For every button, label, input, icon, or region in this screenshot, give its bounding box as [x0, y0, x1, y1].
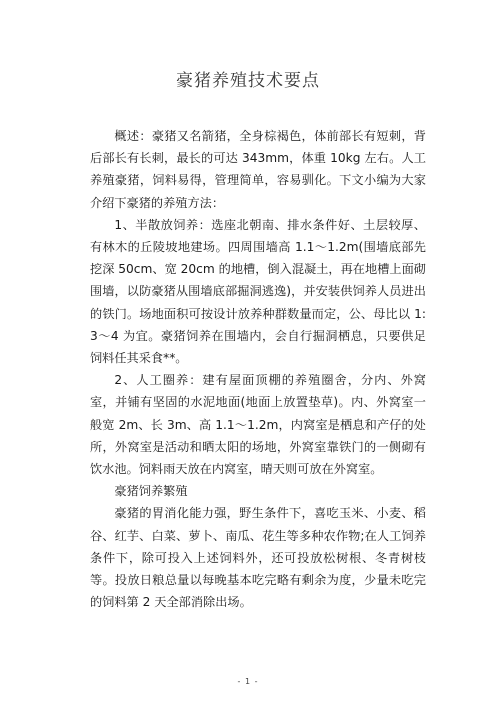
- paragraph-semi-free-range: 1、半散放饲养：选座北朝南、排水条件好、土层较厚、有林木的丘陵坡地建场。四周围墙高 1.1～1.2m(围墙底部先挖深 50cm、宽 20cm 的地槽，倒入混凝土，再在地槽上面砌围墙，以防豪猪从围墙底部掘洞逃逸)，并安装供饲养人员进出的铁门。场地面积可按设计放养种群数量而定，公、母比以 1:3～4 为宜。豪猪饲养在围墙内，会自行掘洞栖息，只要供足饲料任其采食**。: [90, 217, 426, 366]
- document-body: [90, 125, 426, 613]
- paragraph-feeding: 豪猪的胃消化能力强，野生条件下，喜吃玉米、小麦、稻谷、红芋、白菜、萝卜、南瓜、花生等多种农作物;在人工饲养条件下，除可投入上述饲料外，还可投放松树根、冬青树枝等。投放日粮总量以每晚基本吃完略有剩余为度，少量未吃完的饲料第 2 天全部消除出场。: [90, 506, 426, 610]
- section-heading-feeding-breeding: 豪猪饲养繁殖: [114, 484, 188, 499]
- document-title: 豪猪养殖技术要点: [176, 71, 320, 91]
- page-number: - 1 -: [237, 677, 259, 686]
- paragraph-captive-rearing: 2、人工圈养：建有屋面顶棚的养殖圈舍，分内、外窝室，并铺有坚固的水泥地面(地面上放置垫草)。内、外窝室一般宽 2m、长 3m、高 1.1～1.2m，内窝室是栖息和产仔的处所，外窝室是活动和晒太阳的场地，外窝室靠铁门的一侧砌有饮水池。饲料雨天放在内窝室，晴天则可放在外窝室。: [90, 373, 426, 477]
- paragraph-overview: 概述：豪猪又名箭猪，全身棕褐色，体前部长有短刺，背后部长有长刺，最长的可达 343mm，体重 10kg 左右。人工养殖豪猪，饲料易得，管理简单，容易驯化。下文小编为大家介绍下豪猪的养殖方法：: [90, 129, 426, 210]
